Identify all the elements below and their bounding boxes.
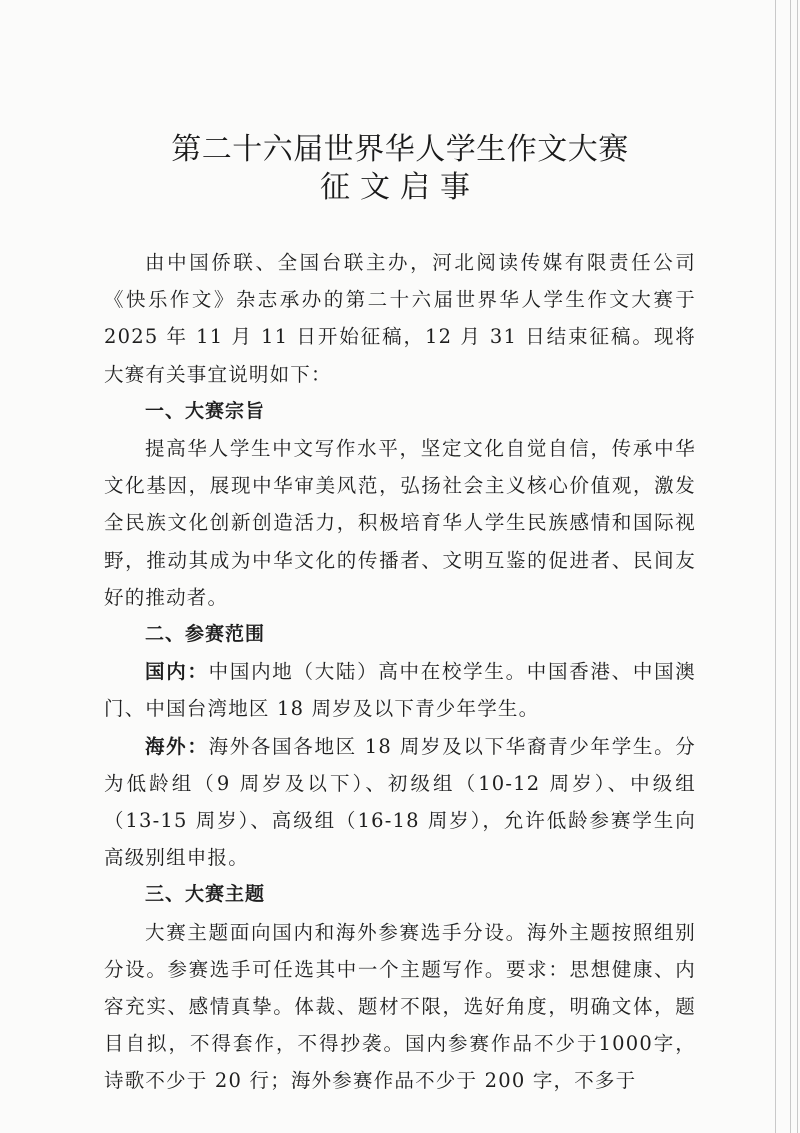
document-subtitle: 征文启事 [320, 170, 480, 205]
section-heading-scope: 二、参赛范围 [145, 623, 266, 646]
domestic-label: 国内： [145, 660, 209, 684]
purpose-paragraph: 提高华人学生中文写作水平，坚定文化自觉自信，传承中华文化基因，展现中华审美风范，弘扬社会主义核心价值观，激发全民族文化创新创造活力，积极培育华人学生民族感情和国际视野，推动其成为中华文化的传播者、文明互鉴的促进者、民间友好的推动者。 [104, 437, 696, 609]
scan-edge-line [775, 0, 776, 1133]
section-heading-purpose: 一、大赛宗旨 [145, 399, 266, 422]
document-title: 第二十六届世界华人学生作文大赛 [171, 132, 629, 167]
intro-paragraph: 由中国侨联、全国台联主办，河北阅读传媒有限责任公司《快乐作文》杂志承办的第二十六届世界华人学生作文大赛于 2025 年 11 月 11 日开始征稿，12 月 31 日结束征稿。现将大赛有关事宜说明如下： [104, 251, 696, 386]
theme-paragraph: 大赛主题面向国内和海外参赛选手分设。海外主题按照组别分设。参赛选手可任选其中一个主题写作。要求：思想健康、内容充实、感情真挚。体裁、题材不限，选好角度，明确文体，题目自拟，不得套作，不得抄袭。国内参赛作品不少于1000字，诗歌不少于 20 行；海外参赛作品不少于 200 字，不多于 [104, 920, 696, 1093]
overseas-paragraph [104, 728, 696, 877]
document-body [104, 244, 696, 1100]
domestic-paragraph [104, 653, 696, 727]
overseas-text: 海外各国各地区 18 周岁及以下华裔青少年学生。分为低龄组（9 周岁及以下）、初级组（10-12 周岁）、中级组（13-15 周岁）、高级组（16-18 周岁），允许低龄参赛学生向高级别组申报。 [104, 734, 696, 870]
scan-edge-line [797, 0, 798, 1133]
domestic-text: 中国内地（大陆）高中在校学生。中国香港、中国澳门、中国台湾地区 18 周岁及以下青少年学生。 [104, 660, 696, 721]
overseas-label: 海外： [145, 734, 209, 758]
section-heading-theme: 三、大赛主题 [145, 883, 266, 906]
scan-edge-line [790, 0, 791, 1133]
